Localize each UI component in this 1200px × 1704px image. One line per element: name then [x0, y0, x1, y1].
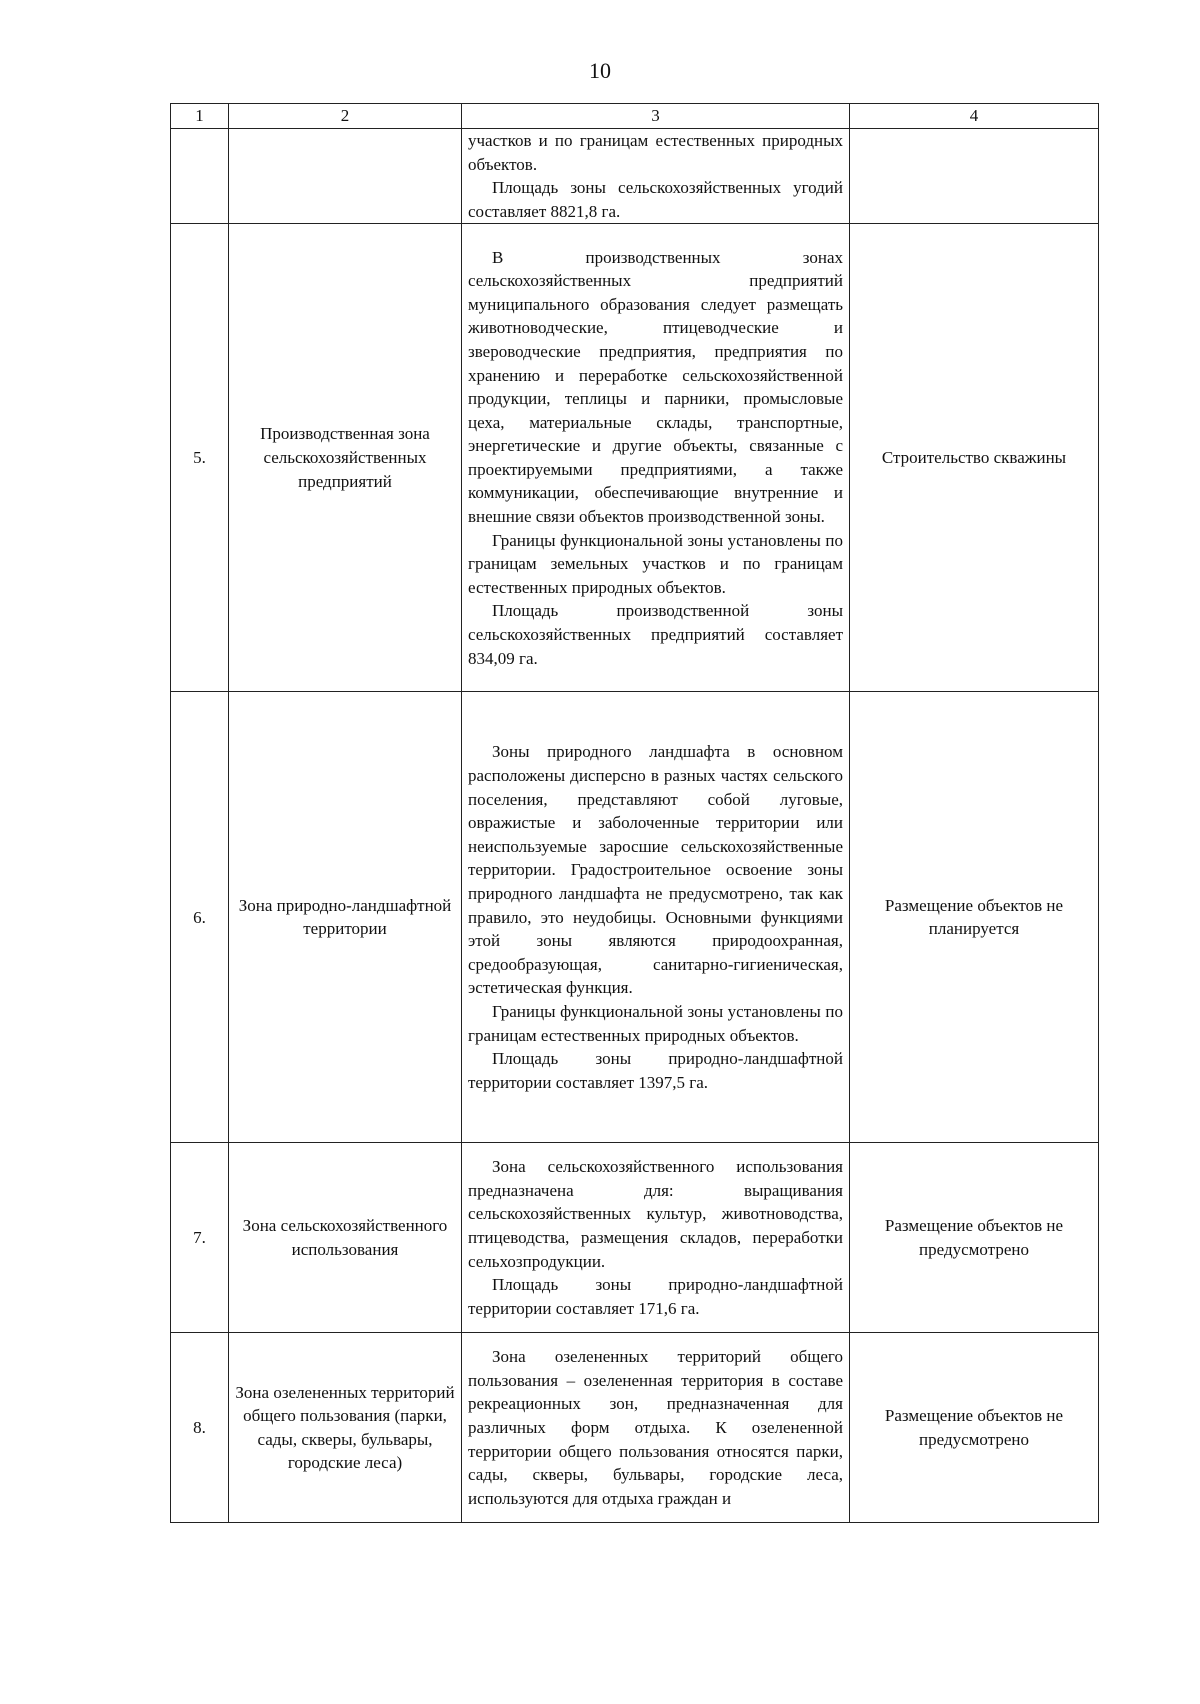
- planned-objects: Размещение объектов не предусмотрено: [850, 1333, 1099, 1523]
- row-number: 8.: [171, 1333, 229, 1523]
- planned-objects: [850, 129, 1099, 224]
- zone-description: [462, 1333, 850, 1523]
- header-row: [171, 104, 1099, 129]
- table-row: [171, 129, 1099, 224]
- planned-objects: Строительство скважины: [850, 224, 1099, 692]
- zone-name: Зона озелененных территорий общего пользования (парки, сады, скверы, бульвары, городские леса): [229, 1333, 462, 1523]
- header-cell: 2: [229, 104, 462, 129]
- zone-name: Зона природно-ландшафтной территории: [229, 692, 462, 1143]
- zones-table: [170, 103, 1099, 1523]
- header-cell: 1: [171, 104, 229, 129]
- planned-objects: Размещение объектов не планируется: [850, 692, 1099, 1143]
- row-number: 5.: [171, 224, 229, 692]
- description-paragraph: Границы функциональной зоны установлены по границам естественных природных объектов.: [468, 1001, 843, 1045]
- header-cell: 4: [850, 104, 1099, 129]
- zone-name: Зона сельскохозяйственного использования: [229, 1143, 462, 1333]
- row-number: [171, 129, 229, 224]
- description-paragraph: Площадь зоны природно-ландшафтной территории составляет 171,6 га.: [468, 1275, 843, 1318]
- zone-name: Производственная зона сельскохозяйственных предприятий: [229, 224, 462, 692]
- zone-description: [462, 1143, 850, 1333]
- planned-objects: Размещение объектов не предусмотрено: [850, 1143, 1099, 1333]
- zone-name: [229, 129, 462, 224]
- table-row: [171, 224, 1099, 692]
- table-row: [171, 1333, 1099, 1523]
- description-paragraph: Зоны природного ландшафта в основном расположены дисперсно в разных частях сельского поселения, представляют собой луговые, овражистые и заболоченные территории или неиспользуемые заросшие сельскохозяйственные территории. Градостроительное освоение зоны природного ландшафта не предусмотрено, так как правило, это неудобицы. Основными функциями этой зоны являются природоохранная, средообразующая, санитарно-гигиеническая, эстетическая функция.: [468, 742, 843, 998]
- header-cell: 3: [462, 104, 850, 129]
- description-paragraph: В производственных зонах сельскохозяйственных предприятий муниципального образования следует размещать животноводческие, птицеводческие и звероводческие предприятия, предприятия по хранению и переработке сельскохозяйственной продукции, теплицы и парники, промысловые цеха, материальные склады, транспортные, энергетические и другие объекты, связанные с проектируемыми предприятиями, а также коммуникации, обеспечивающие внутренние и внешние связи объектов производственной зоны.: [468, 247, 843, 527]
- row-number: 6.: [171, 692, 229, 1143]
- description-paragraph: Площадь производственной зоны сельскохозяйственных предприятий составляет 834,09 га.: [468, 601, 843, 668]
- description-paragraph: участков и по границам естественных природных объектов.: [468, 131, 843, 174]
- row-number: 7.: [171, 1143, 229, 1333]
- page-number: 10: [589, 58, 611, 83]
- zone-description: [462, 692, 850, 1143]
- zone-description: [462, 129, 850, 224]
- description-paragraph: Площадь зоны природно-ландшафтной территории составляет 1397,5 га.: [468, 1049, 843, 1092]
- description-paragraph: Зона сельскохозяйственного использования предназначена для: выращивания сельскохозяйственных культур, животноводства, птицеводства, размещения складов, переработки сельхозпродукции.: [468, 1157, 843, 1271]
- table-row: [171, 692, 1099, 1143]
- zone-description: [462, 224, 850, 692]
- table-row: [171, 1143, 1099, 1333]
- description-paragraph: Границы функциональной зоны установлены по границам земельных участков и по границам естественных природных объектов.: [468, 530, 843, 597]
- description-paragraph: Площадь зоны сельскохозяйственных угодий составляет 8821,8 га.: [468, 178, 843, 221]
- description-paragraph: Зона озелененных территорий общего пользования – озелененная территория в составе рекреационных зон, предназначенная для различных форм отдыха. К озелененной территории общего пользования относятся парки, сады, скверы, бульвары, городские леса, используются для отдыха граждан и: [468, 1347, 843, 1508]
